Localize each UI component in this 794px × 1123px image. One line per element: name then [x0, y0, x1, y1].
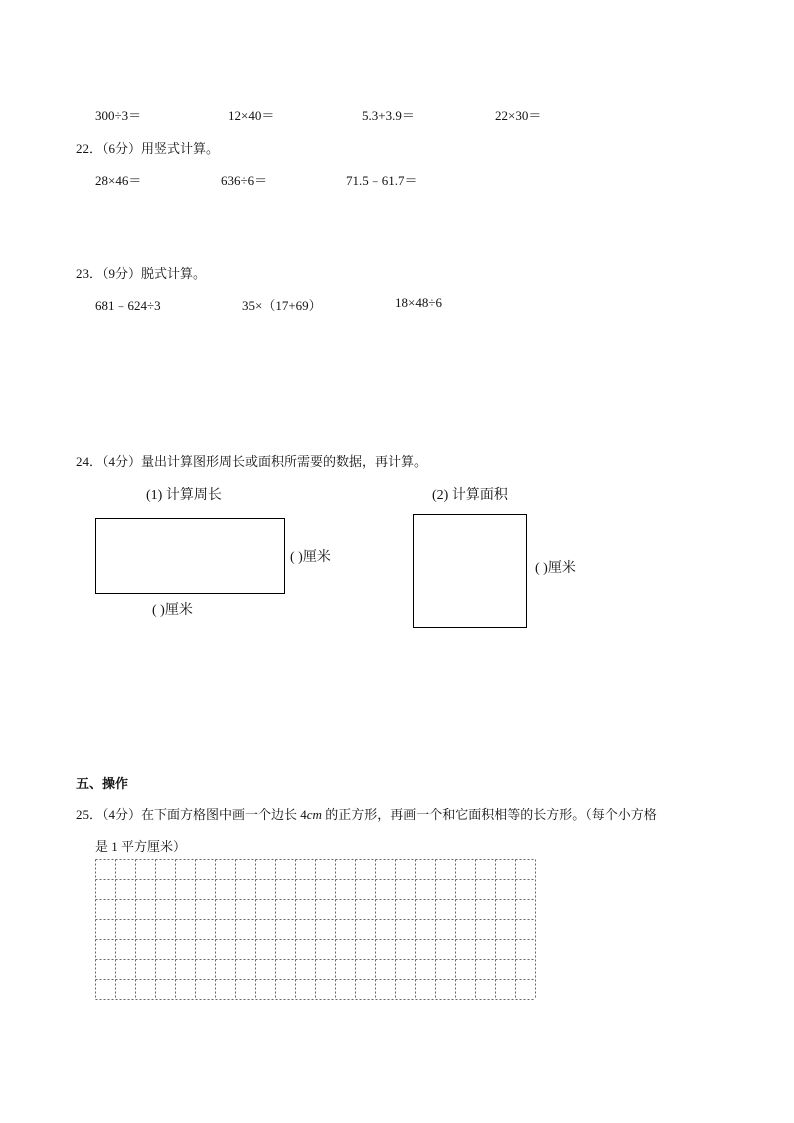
q24-title: 24．（4分）量出计算图形周长或面积所需要的数据，再计算。: [76, 454, 428, 469]
q23-item-3: 18×48÷6: [395, 295, 442, 310]
q25-title-before: 25．（4分）在下面方格图中画一个边长 4: [76, 807, 307, 822]
q24-sub1-label: (1) 计算周长: [146, 488, 222, 503]
q22-item-1: 28×46＝: [95, 173, 142, 188]
square-grid: [95, 859, 537, 1002]
q22-title: 22．（6分）用竖式计算。: [76, 141, 220, 156]
row21-item-2: 12×40＝: [228, 108, 275, 123]
q22-item-2: 636÷6＝: [221, 173, 268, 188]
row21-item-4: 22×30＝: [495, 108, 542, 123]
rectangle-height-blank: ( )厘米: [290, 550, 331, 565]
q25-title-line1: [76, 804, 657, 823]
square-side-blank: ( )厘米: [535, 561, 576, 576]
q23-title: 23．（9分）脱式计算。: [76, 266, 207, 281]
section5-heading: 五、操作: [76, 777, 129, 792]
q25-title-unit: cm: [306, 807, 322, 822]
row21-item-1: 300÷3＝: [95, 108, 142, 123]
q25-title-after: 的正方形，再画一个和它面积相等的长方形。（每个小方格: [321, 807, 657, 822]
row21-item-3: 5.3+3.9＝: [362, 108, 415, 123]
q24-sub2-label: (2) 计算面积: [432, 488, 508, 503]
q23-item-2: 35×（17+69）: [242, 298, 322, 313]
square-figure: [413, 514, 527, 628]
q23-item-1: 681﹣624÷3: [95, 298, 161, 313]
q25-title-line2: 是 1 平方厘米）: [95, 839, 187, 854]
rectangle-width-blank: ( )厘米: [152, 603, 193, 618]
q22-item-3: 71.5﹣61.7＝: [346, 173, 418, 188]
rectangle-figure: [95, 518, 285, 594]
